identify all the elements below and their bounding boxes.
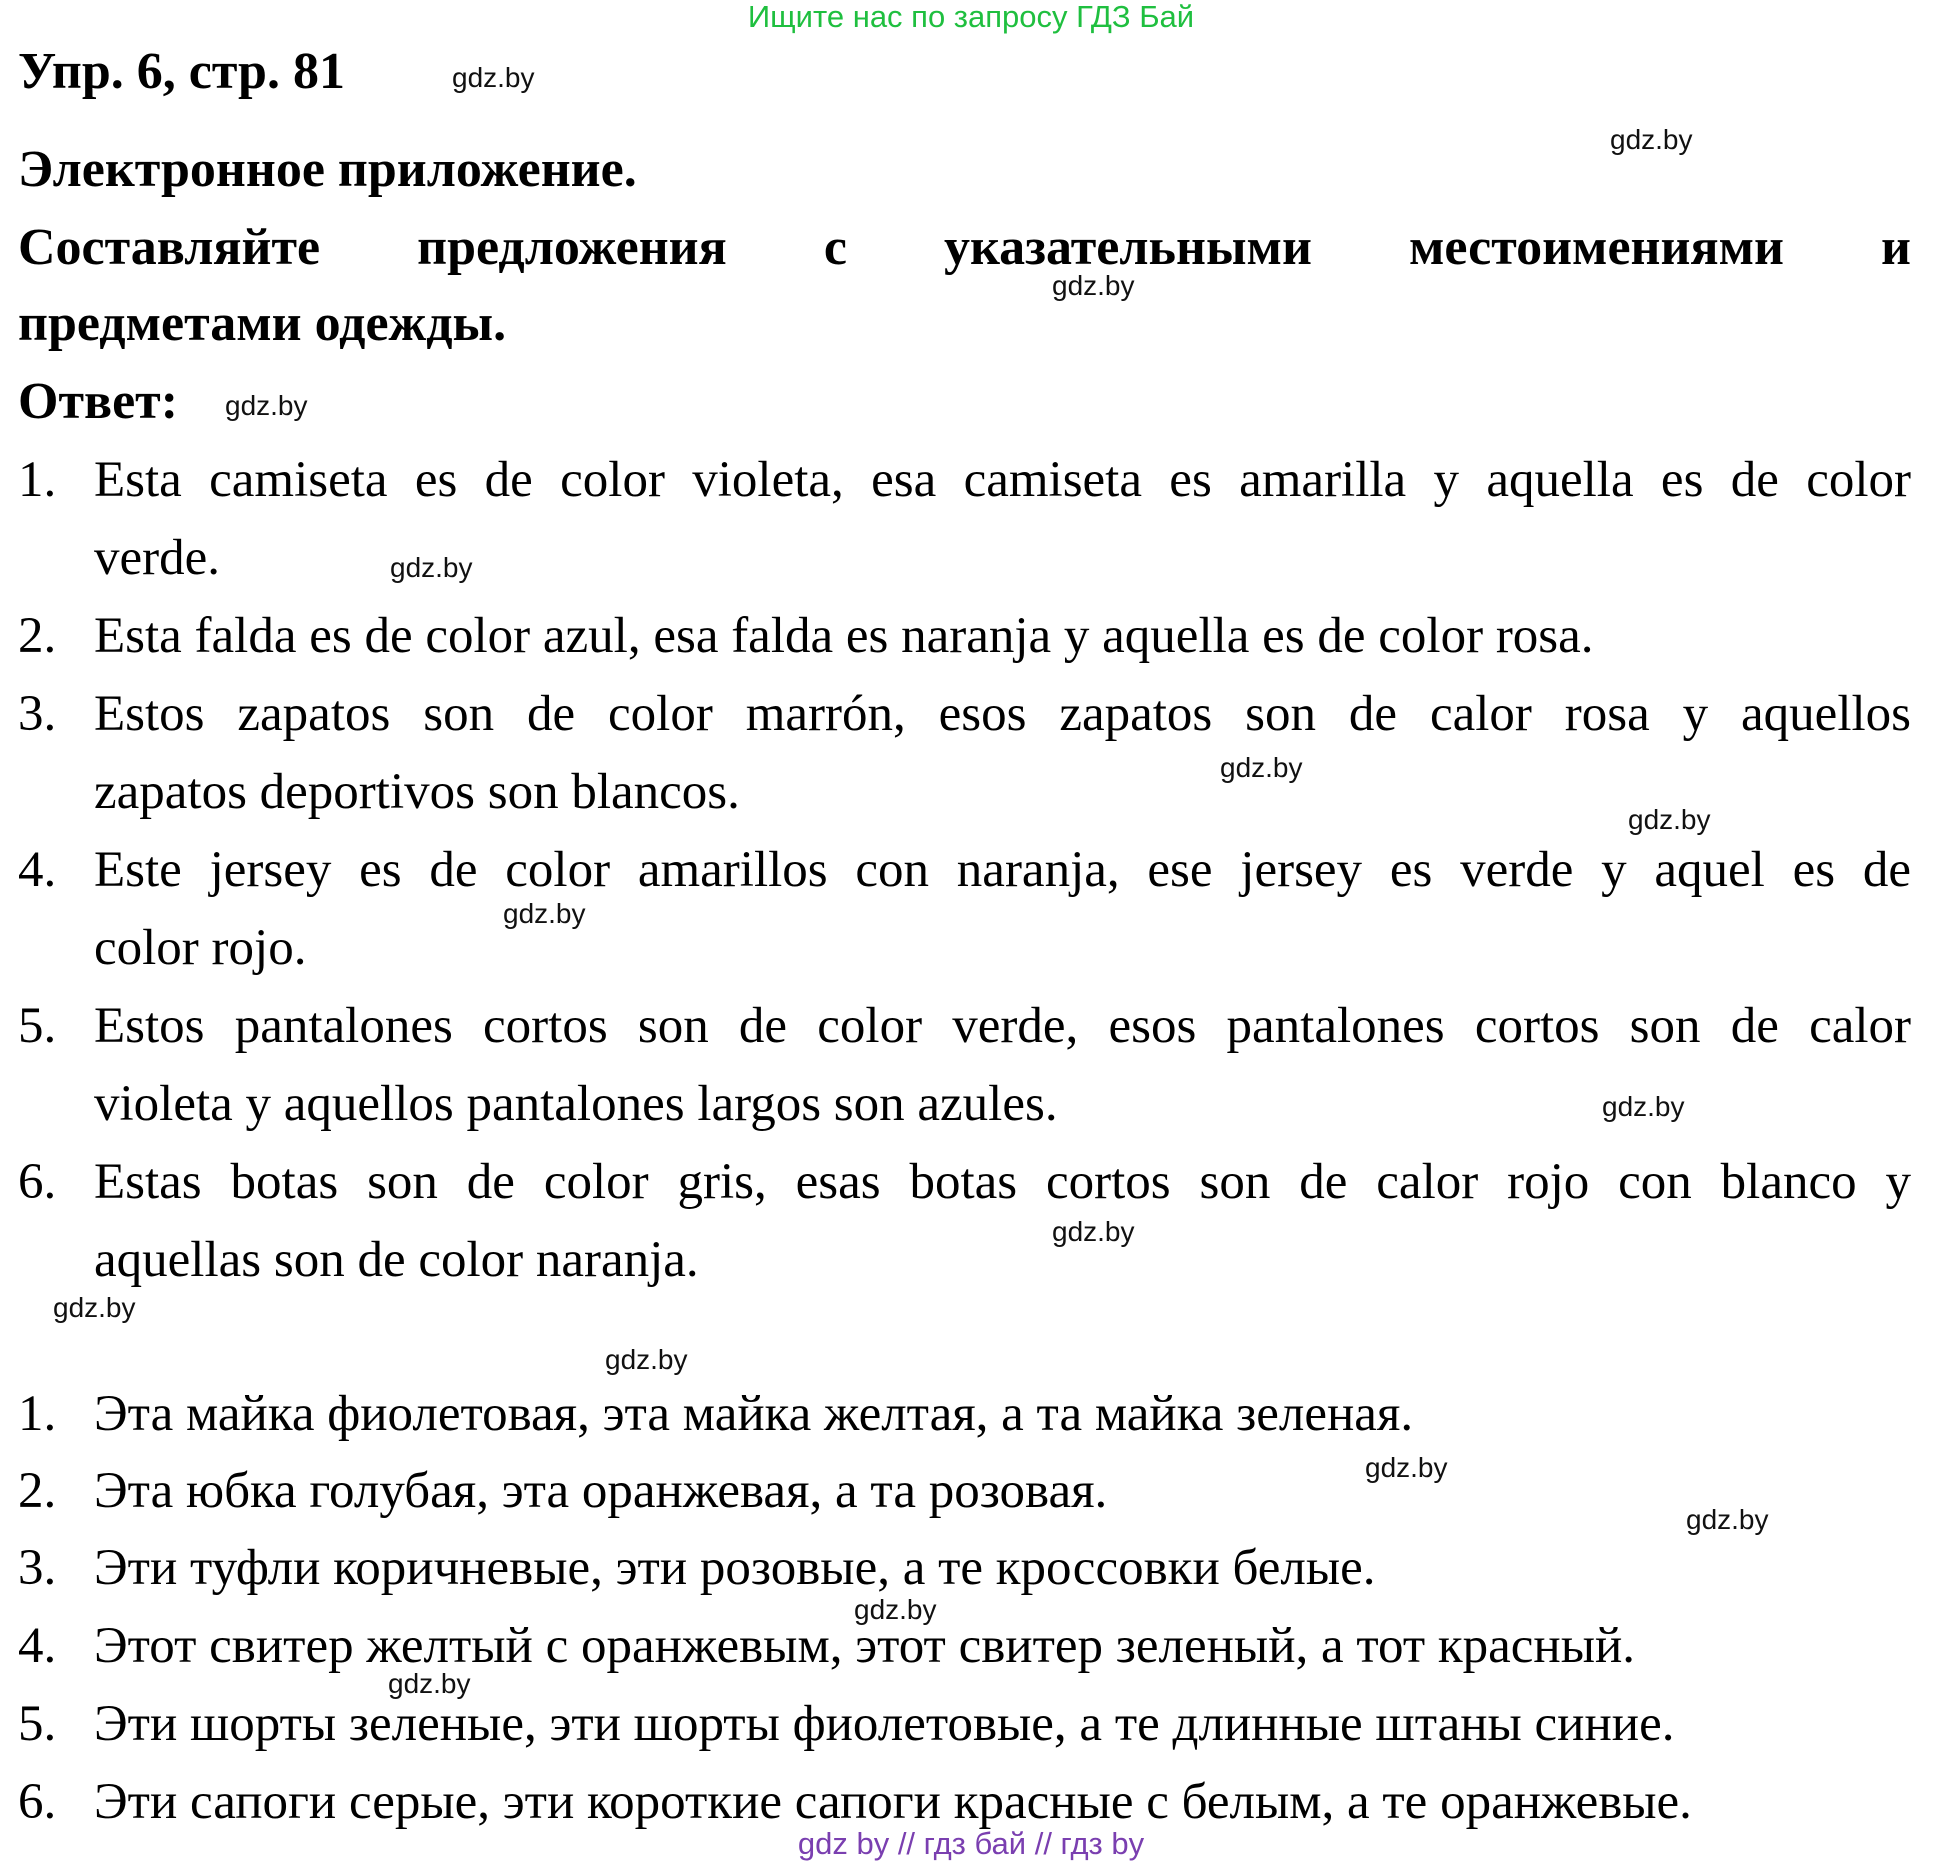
watermark: gdz.by bbox=[452, 62, 535, 93]
watermark: gdz.by bbox=[605, 1344, 688, 1375]
ru-item-5-number: 5. bbox=[18, 1696, 57, 1752]
exercise-subtitle: Электронное приложение. bbox=[18, 141, 637, 198]
watermark: gdz.by bbox=[225, 390, 308, 421]
ru-item-4: Этот свитер желтый с оранжевым, этот свитер зеленый, а тот красный. bbox=[94, 1618, 1636, 1674]
answer-label: Ответ: bbox=[18, 373, 179, 430]
es-item-3-line-1: Estos zapatos son de color marrón, esos zapatos son de calor rosa y aquellos bbox=[94, 686, 1911, 742]
ru-item-2-number: 2. bbox=[18, 1463, 57, 1519]
es-item-5-line-2: violeta y aquellos pantalones largos son azules. bbox=[94, 1076, 1058, 1132]
ru-item-2: Эта юбка голубая, эта оранжевая, а та розовая. bbox=[94, 1463, 1108, 1519]
watermark: gdz.by bbox=[1052, 1216, 1135, 1247]
watermark: gdz.by bbox=[1610, 124, 1693, 155]
es-item-6-line-2: aquellas son de color naranja. bbox=[94, 1232, 699, 1288]
ru-item-4-number: 4. bbox=[18, 1618, 57, 1674]
watermark: gdz.by bbox=[1365, 1452, 1448, 1483]
watermark: gdz.by bbox=[390, 552, 473, 583]
es-item-4-number: 4. bbox=[18, 842, 57, 898]
es-item-2-line-1: Esta falda es de color azul, esa falda es naranja y aquella es de color rosa. bbox=[94, 608, 1594, 664]
ru-item-3: Эти туфли коричневые, эти розовые, а те кроссовки белые. bbox=[94, 1540, 1376, 1596]
ru-item-1-number: 1. bbox=[18, 1386, 57, 1442]
es-item-1-line-2: verde. bbox=[94, 530, 221, 586]
task-line-1: Составляйте предложения с указательными местоимениями и bbox=[18, 219, 1911, 276]
es-item-5-number: 5. bbox=[18, 998, 57, 1054]
es-item-1-line-1: Esta camiseta es de color violeta, esa camiseta es amarilla y aquella es de color bbox=[94, 452, 1911, 508]
es-item-2-number: 2. bbox=[18, 608, 57, 664]
watermark: gdz.by bbox=[1628, 804, 1711, 835]
es-item-4-line-2: color rojo. bbox=[94, 920, 307, 976]
task-line-2: предметами одежды. bbox=[18, 295, 507, 352]
es-item-6-number: 6. bbox=[18, 1154, 57, 1210]
es-item-4-line-1: Este jersey es de color amarillos con naranja, ese jersey es verde y aquel es de bbox=[94, 842, 1911, 898]
es-item-1-number: 1. bbox=[18, 452, 57, 508]
top-banner: Ищите нас по запросу ГДЗ Бай bbox=[747, 0, 1195, 34]
exercise-title: Упр. 6, стр. 81 bbox=[18, 43, 345, 100]
footer-watermark: gdz by // гдз бай // гдз by bbox=[797, 1826, 1145, 1861]
watermark: gdz.by bbox=[854, 1594, 937, 1625]
watermark: gdz.by bbox=[1602, 1091, 1685, 1122]
ru-item-3-number: 3. bbox=[18, 1540, 57, 1596]
es-item-5-line-1: Estos pantalones cortos son de color verde, esos pantalones cortos son de calor bbox=[94, 998, 1911, 1054]
es-item-3-number: 3. bbox=[18, 686, 57, 742]
ru-item-6-number: 6. bbox=[18, 1774, 57, 1830]
ru-item-1: Эта майка фиолетовая, эта майка желтая, а та майка зеленая. bbox=[94, 1386, 1414, 1442]
watermark: gdz.by bbox=[503, 898, 586, 929]
watermark: gdz.by bbox=[1220, 752, 1303, 783]
es-item-6-line-1: Estas botas son de color gris, esas botas cortos son de calor rojo con blanco y bbox=[94, 1154, 1911, 1210]
watermark: gdz.by bbox=[53, 1292, 136, 1323]
watermark: gdz.by bbox=[388, 1668, 471, 1699]
watermark: gdz.by bbox=[1052, 270, 1135, 301]
ru-item-5: Эти шорты зеленые, эти шорты фиолетовые, а те длинные штаны синие. bbox=[94, 1696, 1675, 1752]
ru-item-6: Эти сапоги серые, эти короткие сапоги красные с белым, а те оранжевые. bbox=[94, 1774, 1692, 1830]
es-item-3-line-2: zapatos deportivos son blancos. bbox=[94, 764, 740, 820]
watermark: gdz.by bbox=[1686, 1504, 1769, 1535]
